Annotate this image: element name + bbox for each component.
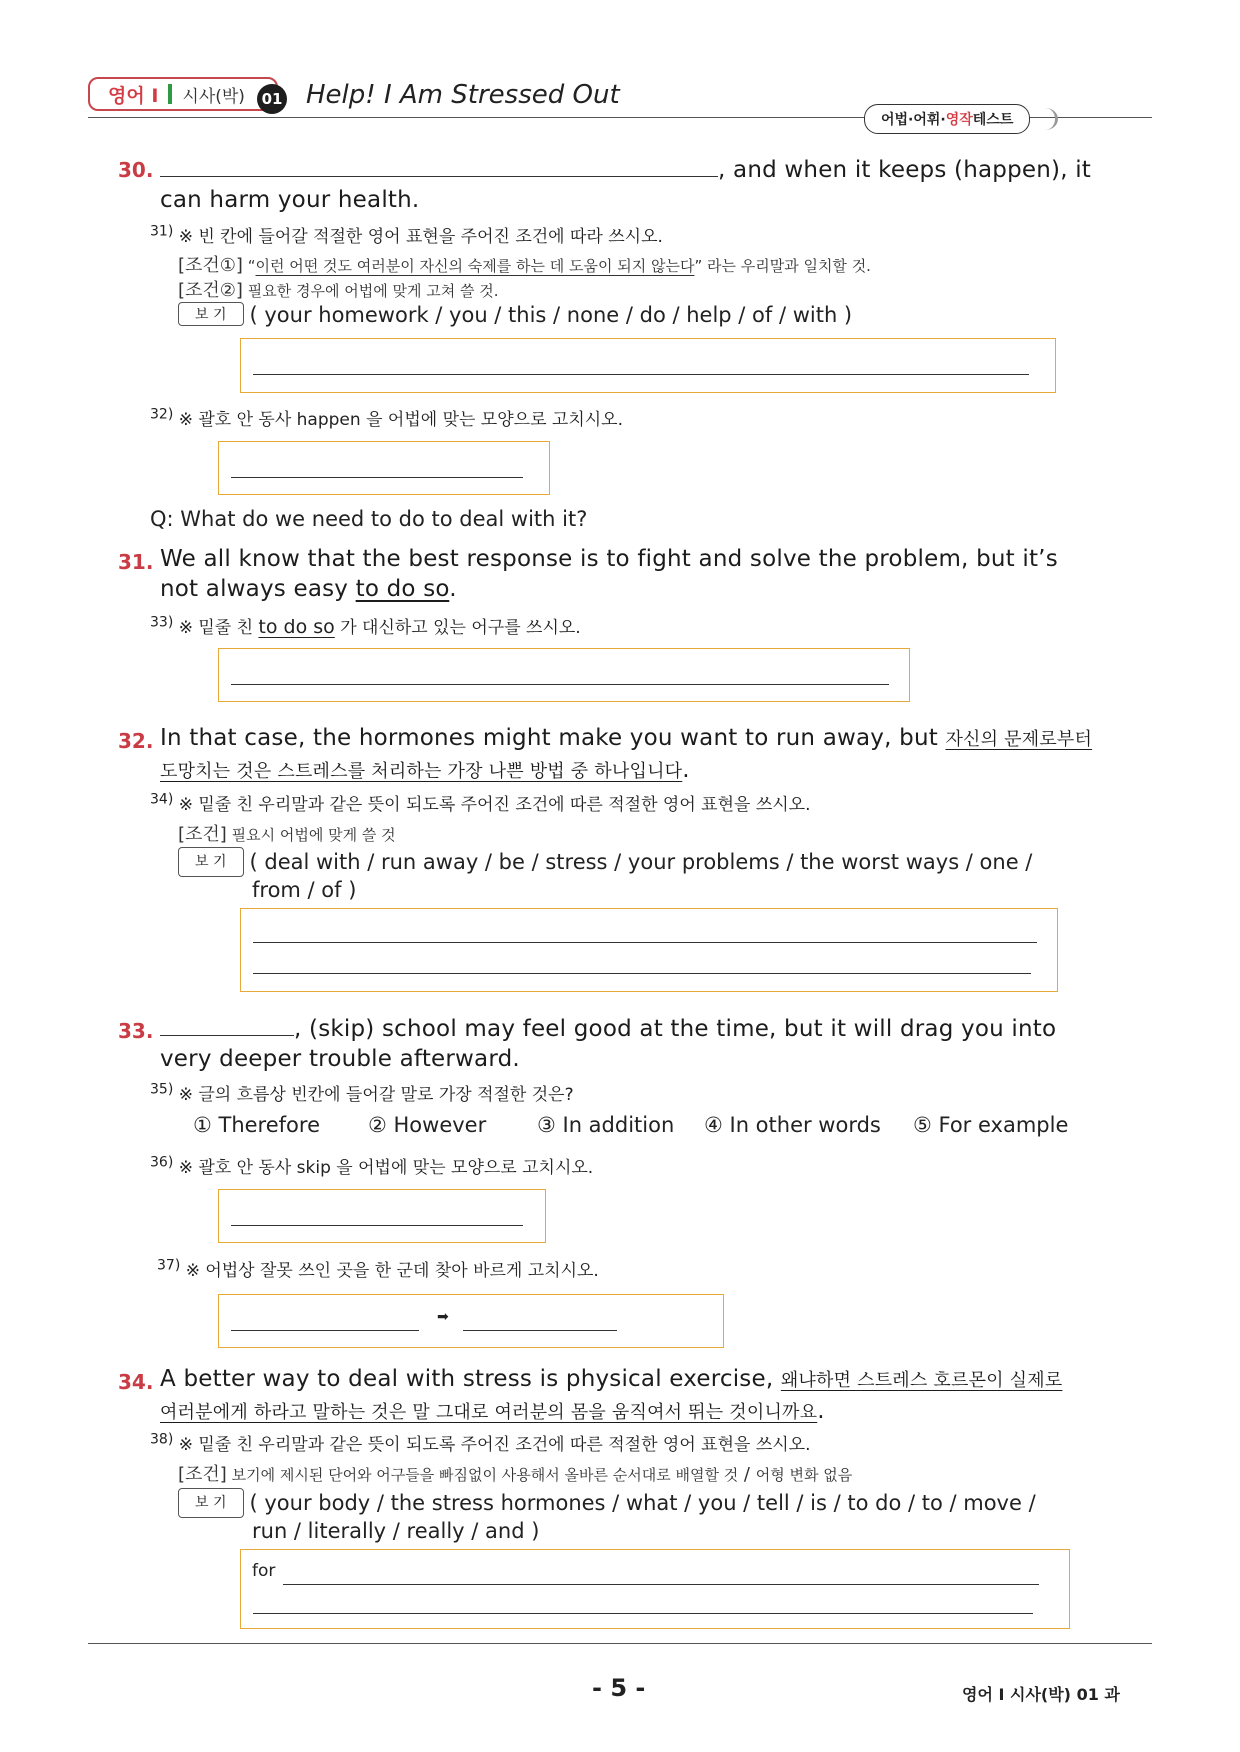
subquestion-31-text: ※ 빈 칸에 들어갈 적절한 영어 표현을 주어진 조건에 따라 쓰시오. bbox=[178, 227, 663, 247]
question-34-text bbox=[160, 1364, 1140, 1428]
question-33-line2: very deeper trouble afterward. bbox=[160, 1046, 520, 1072]
question-33-text bbox=[160, 1013, 1120, 1074]
subquestion-38-text: ※ 밑줄 친 우리말과 같은 뜻이 되도록 주어진 조건에 따른 적절한 영어 표현을 쓰시오. bbox=[178, 1435, 811, 1455]
correction-line[interactable] bbox=[463, 1330, 617, 1331]
answer-line[interactable] bbox=[231, 1225, 523, 1226]
wrong-word-line[interactable] bbox=[231, 1330, 419, 1331]
word-bank-38 bbox=[178, 1488, 1036, 1544]
footer-rule bbox=[88, 1643, 1152, 1644]
condition-34-label: [조건] bbox=[178, 824, 227, 845]
lesson-number-badge: 01 bbox=[257, 84, 287, 114]
word-bank-34-line1: ( deal with / run away / be / stress / your problems / the worst ways / one / bbox=[249, 850, 1033, 874]
answer-box-33[interactable] bbox=[218, 648, 910, 702]
subquestion-37-num: 37) bbox=[157, 1257, 181, 1274]
question-31-line1: We all know that the best response is to fight and solve the problem, but it’s bbox=[160, 546, 1058, 572]
badge-part-a: 어법·어휘· bbox=[881, 112, 946, 128]
question-32-line2b: . bbox=[682, 757, 690, 783]
answer-prefix: for bbox=[252, 1561, 276, 1581]
condition-2-label: [조건②] bbox=[178, 280, 243, 301]
option-2[interactable]: ② However bbox=[368, 1113, 487, 1137]
subquestion-32 bbox=[150, 405, 623, 430]
question-32-text bbox=[160, 723, 1135, 787]
subquestion-34-text: ※ 밑줄 친 우리말과 같은 뜻이 되도록 주어진 조건에 따른 적절한 영어 표현을 쓰시오. bbox=[178, 795, 811, 815]
option-4[interactable]: ④ In other words bbox=[704, 1113, 881, 1137]
subquestion-34 bbox=[150, 790, 811, 815]
condition-38 bbox=[178, 1460, 852, 1486]
subquestion-38-num: 38) bbox=[150, 1431, 174, 1448]
condition-38-slash: / bbox=[738, 1464, 756, 1485]
answer-line[interactable] bbox=[231, 684, 889, 685]
answer-line[interactable] bbox=[253, 374, 1029, 375]
arrow-icon: ➡ bbox=[437, 1309, 449, 1325]
badge-shadow bbox=[1033, 108, 1058, 130]
answer-box-38[interactable] bbox=[240, 1549, 1070, 1629]
question-33-line1: , (skip) school may feel good at the time, but it will drag you into bbox=[294, 1016, 1057, 1042]
answer-box-31[interactable] bbox=[240, 338, 1056, 393]
header-divider bbox=[168, 84, 172, 104]
word-bank-34-line2: from / of ) bbox=[252, 878, 357, 902]
page-number: - 5 - bbox=[592, 1674, 646, 1702]
condition-34-text: 필요시 어법에 맞게 쓸 것 bbox=[226, 826, 396, 844]
question-31-line2b: . bbox=[449, 576, 457, 602]
subquestion-35 bbox=[150, 1080, 574, 1105]
subquestion-33-a: ※ 밑줄 친 bbox=[178, 618, 259, 638]
question-number-32: 32. bbox=[118, 729, 154, 753]
answer-line[interactable] bbox=[253, 1613, 1033, 1614]
condition-38-text2: 어형 변화 없음 bbox=[755, 1466, 853, 1484]
question-34-underlined-2: 여러분에게 하라고 말하는 것은 말 그대로 여러분의 몸을 움직여서 뛰는 것이니까요 bbox=[160, 1402, 818, 1423]
question-number-33: 33. bbox=[118, 1019, 154, 1043]
subquestion-31-num: 31) bbox=[150, 223, 174, 240]
question-30-line2: can harm your health. bbox=[160, 187, 420, 213]
header-subject: 영어 I bbox=[108, 84, 159, 107]
subquestion-35-num: 35) bbox=[150, 1081, 174, 1098]
word-bank-tag: 보 기 bbox=[178, 302, 244, 326]
header-topic: 시사(박) bbox=[182, 86, 245, 107]
answer-box-32[interactable] bbox=[218, 441, 550, 495]
question-32-underlined-2: 도망치는 것은 스트레스를 처리하는 가장 나쁜 방법 중 하나입니다 bbox=[160, 761, 683, 782]
answer-line[interactable] bbox=[253, 973, 1031, 974]
condition-1-close: ” 라는 우리말과 일치할 것. bbox=[694, 257, 871, 275]
badge-highlight: 영작 bbox=[945, 112, 973, 128]
condition-1-underlined: 이런 어떤 것도 여러분이 자신의 숙제를 하는 데 도움이 되지 않는다 bbox=[255, 257, 695, 275]
condition-1-label: [조건①] bbox=[178, 255, 243, 276]
question-number-34: 34. bbox=[118, 1370, 154, 1394]
subquestion-33 bbox=[150, 613, 581, 638]
page-title: Help! I Am Stressed Out bbox=[306, 80, 620, 110]
question-31-line2a: not always easy bbox=[160, 576, 356, 602]
condition-1 bbox=[178, 251, 871, 277]
answer-box-37[interactable] bbox=[218, 1294, 724, 1348]
word-bank-38-line1: ( your body / the stress hormones / what / you / tell / is / to do / to / move / bbox=[249, 1491, 1036, 1515]
question-31-text bbox=[160, 544, 1120, 604]
condition-38-label: [조건] bbox=[178, 1464, 227, 1485]
question-30-line1: , and when it keeps (happen), it bbox=[718, 157, 1092, 183]
answer-box-34[interactable] bbox=[240, 908, 1058, 992]
header-tab bbox=[88, 77, 278, 111]
condition-38-text: 보기에 제시된 단어와 어구들을 빠짐없이 사용해서 올바른 순서대로 배열할 것 bbox=[226, 1466, 739, 1484]
question-34-underlined-1: 왜냐하면 스트레스 호르몬이 실제로 bbox=[780, 1370, 1063, 1391]
subquestion-36-num: 36) bbox=[150, 1154, 174, 1171]
question-number-30: 30. bbox=[118, 158, 154, 182]
subquestion-32-num: 32) bbox=[150, 406, 174, 423]
subquestion-33-underlined: to do so bbox=[258, 616, 335, 638]
question-33-blank bbox=[160, 1013, 294, 1036]
guiding-question: Q: What do we need to do to deal with it? bbox=[150, 507, 588, 531]
question-32-underlined-1: 자신의 문제로부터 bbox=[945, 729, 1093, 750]
subquestion-37 bbox=[157, 1256, 599, 1281]
subquestion-33-num: 33) bbox=[150, 614, 174, 631]
condition-2 bbox=[178, 276, 498, 302]
word-bank-38-line2: run / literally / really / and ) bbox=[252, 1519, 540, 1543]
subquestion-35-text: ※ 글의 흐름상 빈칸에 들어갈 말로 가장 적절한 것은? bbox=[178, 1085, 574, 1105]
word-bank-30 bbox=[178, 302, 852, 327]
question-34-line2b: . bbox=[817, 1398, 825, 1424]
subquestion-31 bbox=[150, 222, 663, 247]
option-5[interactable]: ⑤ For example bbox=[913, 1113, 1069, 1137]
question-number-31: 31. bbox=[118, 550, 154, 574]
subquestion-36 bbox=[150, 1153, 593, 1178]
answer-box-36[interactable] bbox=[218, 1189, 546, 1243]
subquestion-37-text: ※ 어법상 잘못 쓰인 곳을 한 군데 찾아 바르게 고치시오. bbox=[185, 1261, 599, 1281]
condition-1-open: “ bbox=[242, 257, 256, 275]
word-bank-30-words: ( your homework / you / this / none / do / help / of / with ) bbox=[249, 303, 853, 327]
question-34-line1: A better way to deal with stress is physical exercise, bbox=[160, 1366, 781, 1392]
option-1[interactable]: ① Therefore bbox=[193, 1113, 320, 1137]
footer-label: 영어 I 시사(박) 01 과 bbox=[962, 1685, 1120, 1704]
test-type-badge bbox=[864, 104, 1030, 134]
subquestion-32-text: ※ 괄호 안 동사 happen 을 어법에 맞는 모양으로 고치시오. bbox=[178, 410, 623, 430]
answer-line[interactable] bbox=[283, 1584, 1039, 1585]
word-bank-tag: 보 기 bbox=[178, 847, 244, 877]
subquestion-33-b: 가 대신하고 있는 어구를 쓰시오. bbox=[334, 618, 581, 638]
question-31-underlined: to do so bbox=[355, 576, 450, 602]
subquestion-34-num: 34) bbox=[150, 791, 174, 808]
badge-part-c: 테스트 bbox=[972, 112, 1014, 128]
question-30-text bbox=[160, 154, 1120, 215]
answer-line[interactable] bbox=[231, 477, 523, 478]
word-bank-tag: 보 기 bbox=[178, 1488, 244, 1518]
word-bank-34 bbox=[178, 847, 1032, 903]
question-30-blank bbox=[160, 154, 718, 177]
subquestion-36-text: ※ 괄호 안 동사 skip 을 어법에 맞는 모양으로 고치시오. bbox=[178, 1158, 594, 1178]
condition-34 bbox=[178, 820, 396, 846]
condition-2-text: 필요한 경우에 어법에 맞게 고쳐 쓸 것. bbox=[242, 282, 499, 300]
subquestion-38 bbox=[150, 1430, 811, 1455]
answer-line[interactable] bbox=[253, 942, 1037, 943]
question-32-line1: In that case, the hormones might make you want to run away, but bbox=[160, 725, 946, 751]
option-3[interactable]: ③ In addition bbox=[537, 1113, 675, 1137]
